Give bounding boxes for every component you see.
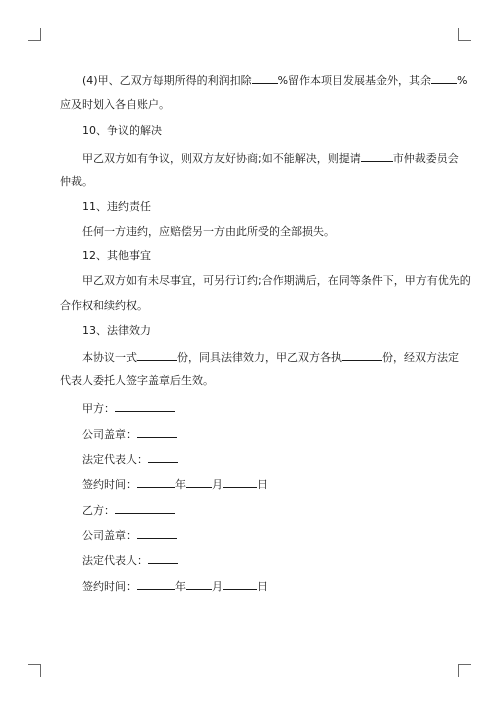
seal-b-label: 公司盖章：	[82, 529, 137, 542]
rep-b-blank	[148, 552, 178, 564]
date-b-label: 签约时间：	[82, 580, 137, 593]
date-a-month-blank	[186, 476, 212, 488]
blank-remaining-percent	[431, 72, 457, 84]
blank-each-holds	[342, 349, 382, 361]
party-b-line	[82, 502, 175, 518]
clause-4-text-b: %留作本项目发展基金外，其余	[277, 74, 432, 87]
blank-arbitration-city	[361, 150, 393, 162]
date-a-year-blank	[137, 476, 175, 488]
blank-copy-count	[137, 349, 177, 361]
clause-10-text-a: 甲乙双方如有争议，则双方友好协商;如不能解决，则提请	[82, 152, 361, 165]
clause-10-line-2: 仲裁。	[60, 175, 93, 188]
clause-4-text-a: (4)甲、乙双方每期所得的利润扣除	[82, 74, 252, 87]
date-a-year-label: 年	[175, 478, 186, 491]
heading-10: 10、争议的解决	[82, 124, 162, 137]
blank-fund-percent	[252, 72, 278, 84]
party-a-blank	[115, 400, 175, 412]
date-b-day-blank	[223, 578, 257, 590]
clause-4-text-c: %	[457, 74, 468, 87]
party-a-label: 甲方：	[82, 402, 115, 415]
party-b-label: 乙方：	[82, 504, 115, 517]
clause-13-text-b: 份，同具法律效力，甲乙双方各执	[177, 351, 342, 364]
date-b-month-label: 月	[212, 580, 223, 593]
heading-11: 11、违约责任	[82, 200, 151, 213]
seal-b-blank	[137, 527, 177, 539]
date-b-year-blank	[137, 578, 175, 590]
party-b-blank	[115, 502, 175, 514]
seal-a-label: 公司盖章：	[82, 428, 137, 441]
date-a-day-label: 日	[257, 478, 268, 491]
rep-a-line	[82, 451, 178, 467]
rep-a-blank	[148, 451, 178, 463]
heading-13: 13、法律效力	[82, 324, 151, 337]
rep-b-label: 法定代表人：	[82, 554, 148, 567]
clause-13-text-a: 本协议一式	[82, 351, 137, 364]
rep-b-line	[82, 552, 178, 568]
clause-4-line-2: 应及时划入各自账户。	[60, 98, 170, 111]
clause-12-line-2: 合作权和续约权。	[60, 299, 148, 312]
clause-10-text-b: 市仲裁委员会	[392, 152, 459, 165]
date-b-year-label: 年	[175, 580, 186, 593]
clause-13-text-c: 份，经双方法定	[382, 351, 459, 364]
clause-12-line-1: 甲乙双方如有未尽事宜，可另行订约;合作期满后，在同等条件下，甲方有优先的	[82, 274, 471, 287]
crop-mark-bottom-right	[458, 664, 471, 677]
clause-4-line-1	[82, 72, 468, 88]
seal-b-line	[82, 527, 177, 543]
rep-a-label: 法定代表人：	[82, 453, 148, 466]
crop-mark-top-left	[28, 28, 41, 41]
heading-12: 12、其他事宜	[82, 249, 151, 262]
date-a-label: 签约时间：	[82, 478, 137, 491]
clause-11: 任何一方违约，应赔偿另一方由此所受的全部损失。	[82, 225, 335, 238]
date-b-day-label: 日	[257, 580, 268, 593]
date-a-line	[82, 476, 268, 492]
crop-mark-top-right	[458, 28, 471, 41]
seal-a-line	[82, 426, 177, 442]
seal-a-blank	[137, 426, 177, 438]
crop-mark-bottom-left	[28, 664, 41, 677]
date-b-month-blank	[186, 578, 212, 590]
clause-13-line-2: 代表人委托人签字盖章后生效。	[60, 374, 214, 387]
date-a-day-blank	[223, 476, 257, 488]
date-a-month-label: 月	[212, 478, 223, 491]
party-a-line	[82, 400, 175, 416]
clause-13-line-1	[82, 349, 459, 365]
date-b-line	[82, 578, 268, 594]
clause-10-line-1	[82, 150, 459, 166]
